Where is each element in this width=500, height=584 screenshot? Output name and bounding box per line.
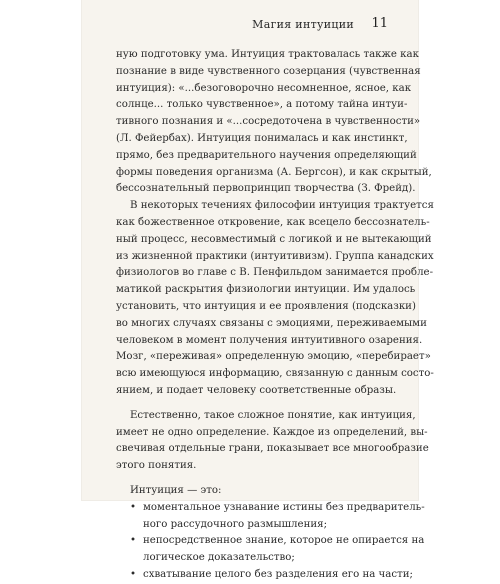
text-line: ный процесс, несовместимый с логикой и не вытекающий (116, 233, 432, 245)
text-line: как божественное откровение, как всецело бессознатель- (116, 216, 430, 228)
body-text (116, 47, 434, 584)
page-number: 11 (371, 16, 388, 31)
running-title: Магия интуиции (252, 18, 354, 31)
list-item-text: моментальное узнавание истины без предваритель- (143, 501, 425, 513)
paragraph-gap (116, 475, 378, 483)
text-line: интуиция): «...безоговорочно несомненное, ясное, как (116, 82, 412, 94)
text-line: физиологов во главе с В. Пенфильдом занимается пробле- (116, 267, 434, 279)
text-line: из жизненной практики (интуитивизм). Группа канадских (116, 250, 434, 262)
list-item (116, 500, 425, 534)
text-line: этого понятия. (116, 460, 197, 472)
text-line: В некоторых течениях философии интуиция трактуется (130, 200, 434, 212)
text-line: формы поведения организма (А. Бергсон), и как скрытый, (116, 166, 432, 178)
text-line: человеком в момент получения интуитивного озарения. (116, 334, 423, 346)
bullet-icon: • (130, 568, 137, 580)
list-item-text: ного рассудочного размышления; (143, 518, 328, 530)
list-item (116, 567, 413, 584)
text-line: всю имеющуюся информацию, связанную с данным состо- (116, 368, 434, 380)
text-line: Естественно, такое сложное понятие, как интуиция, (130, 409, 416, 421)
paragraph-3 (116, 408, 429, 475)
text-line: бессознательный первопринцип творчества (З. Фрейд). (116, 183, 416, 195)
text-line: (Л. Фейербах). Интуиция понималась и как инстинкт, (116, 132, 408, 144)
book-page (82, 0, 434, 580)
bullet-icon: • (130, 535, 137, 547)
list-item-text: логическое доказательство; (143, 552, 295, 564)
definition-list (116, 500, 425, 584)
page-header (82, 16, 418, 36)
bullet-icon: • (130, 501, 137, 513)
text-line: установить, что интуиция и ее проявления (подсказки) (116, 300, 416, 312)
text-line: солнце... только чувственное», а потому тайна интуи- (116, 99, 408, 111)
text-line: Мозг, «переживая» определенную эмоцию, «перебирает» (116, 351, 431, 363)
text-line: ную подготовку ума. Интуиция трактовалась также как (116, 49, 419, 60)
paragraph-gap (116, 400, 378, 408)
list-intro: Интуиция — это: (130, 484, 222, 496)
paragraph-1 (116, 47, 432, 198)
list-item-text: схватывание целого без разделения его на части; (143, 568, 413, 580)
text-line: прямо, без предварительного научения определяющий (116, 149, 417, 161)
text-line: имеет не одно определение. Каждое из определений, вы- (116, 426, 428, 438)
text-line: познание в виде чувственного созерцания (чувственная (116, 65, 421, 77)
text-line: матикой раскрытия физиологии интуиции. Им удалось (116, 284, 416, 296)
text-line: тивного познания и «...сосредоточена в чувственности» (116, 116, 421, 128)
list-item-text: непосредственное знание, которое не опирается на (143, 535, 425, 547)
text-line: во многих случаях связаны с эмоциями, переживаемыми (116, 317, 427, 329)
paragraph-2 (116, 198, 434, 400)
text-line: янием, и подает человеку соответственные образы. (116, 384, 397, 396)
text-line: свечивая отдельные грани, показывает все многообразие (116, 443, 429, 455)
list-item (116, 533, 425, 567)
